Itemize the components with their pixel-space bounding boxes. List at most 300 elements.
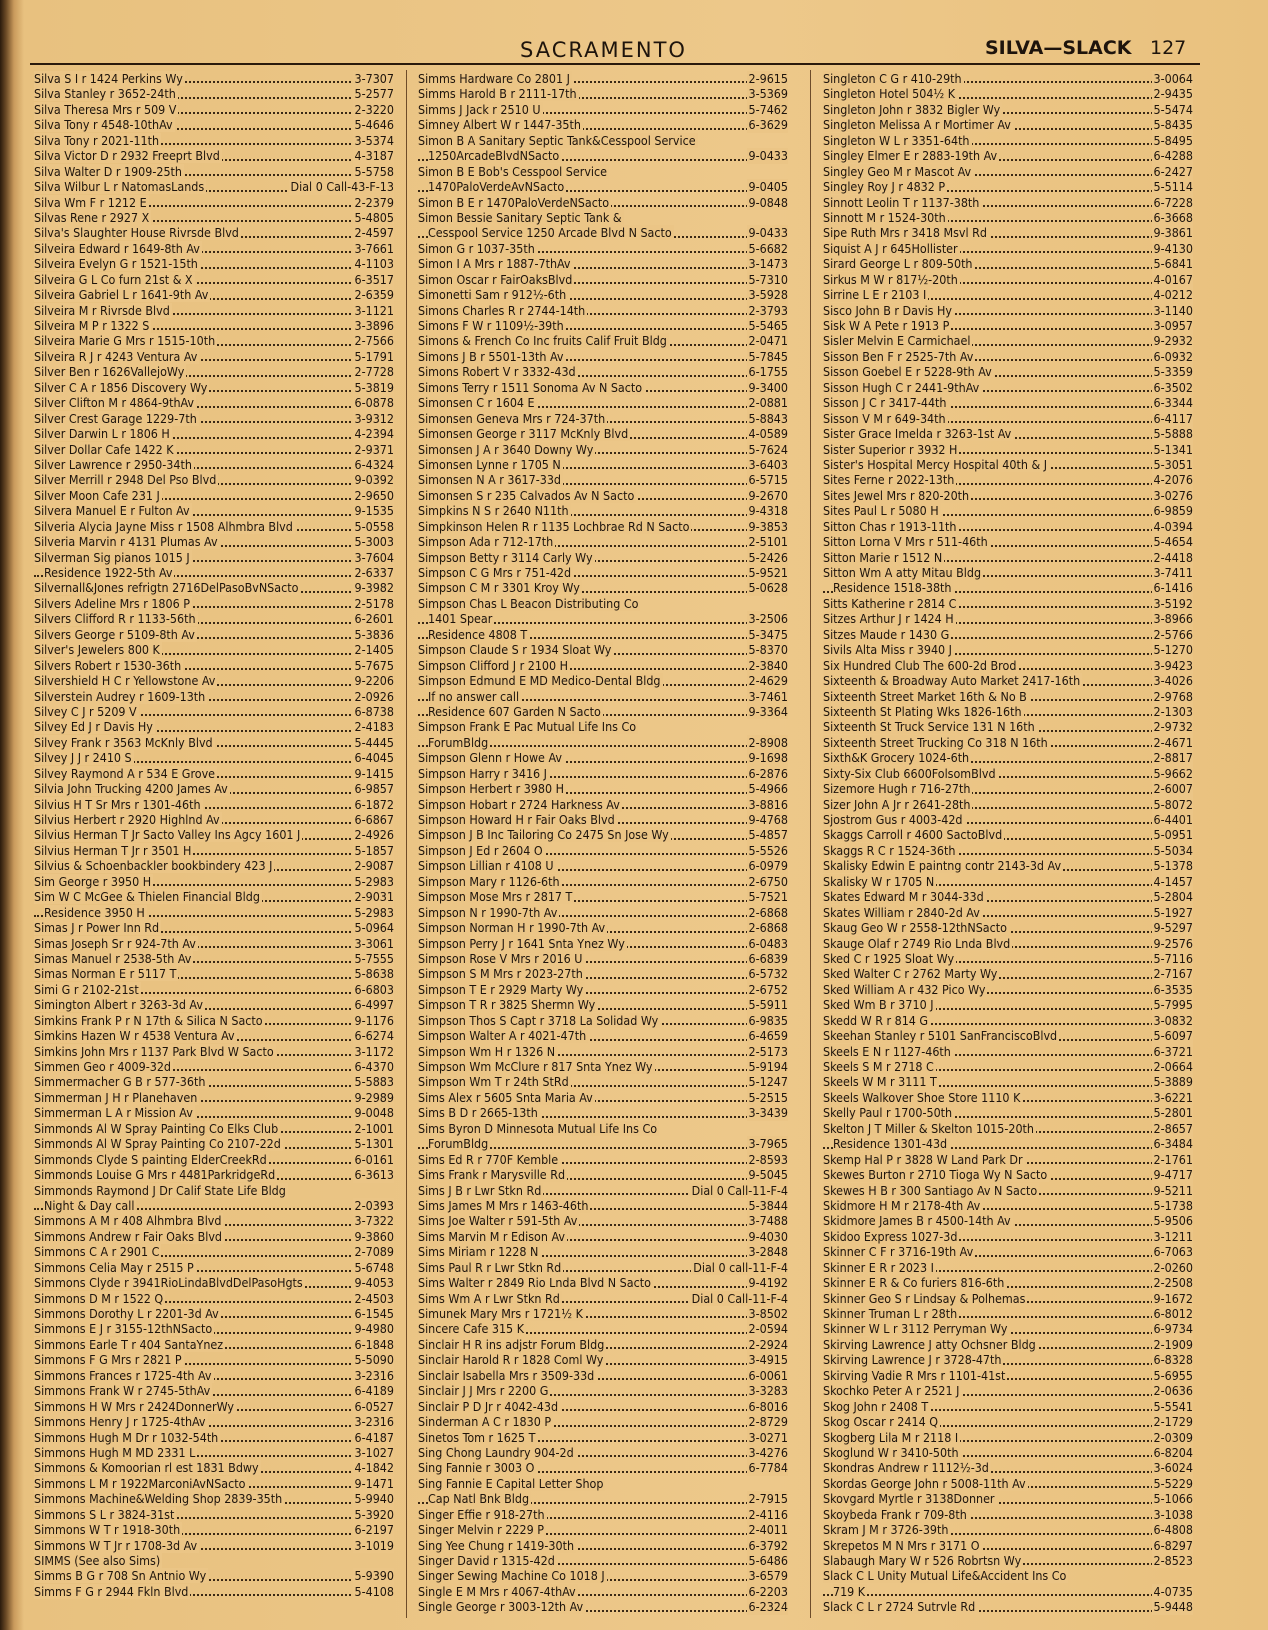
entry-phone: 9-5211 [1153, 1182, 1193, 1198]
entry-name: Simmonds Al W Spray Painting Co Elks Club [34, 1120, 279, 1136]
entry-name: Simon I A Mrs r 1887-7thAv [418, 256, 571, 272]
entry-phone: 2-0471 [748, 333, 788, 349]
directory-entry [34, 1383, 394, 1398]
directory-entry [34, 719, 394, 734]
entry-name: Simpson Glenn r Howe Av [418, 750, 562, 766]
entry-phone: 6-4401 [1153, 812, 1193, 827]
directory-entry [418, 1260, 788, 1275]
entry-name: Simons & French Co Inc fruits Calif Fruit Bldg [418, 333, 667, 349]
entry-phone: 6-8328 [1153, 1352, 1193, 1368]
entry-name: Simmons Henry J r 1725-4thAv [34, 1414, 206, 1430]
entry-phone: 3-4915 [748, 1352, 788, 1368]
entry-phone: 5-9390 [354, 1568, 394, 1584]
entry-name: Skinner W L r 3112 Perryman Wy [823, 1321, 1008, 1337]
entry-phone: Dial 0 Call-11-F-4 [691, 1290, 788, 1306]
entry-phone: 5-6486 [748, 1553, 788, 1568]
entry-name: Silva Victor D r 2932 Freeprt Blvd [34, 148, 220, 164]
entry-phone: 3-4026 [1153, 673, 1193, 689]
entry-name: Simms J Jack r 2510 U [418, 101, 541, 117]
entry-name: Simpson J Ed r 2604 O [418, 842, 543, 858]
directory-entry [418, 1198, 788, 1213]
entry-name: Skemp Hal P r 3828 W Land Park Dr [823, 1151, 1023, 1167]
entry-phone: 9-3853 [748, 518, 788, 534]
entry-phone: 5-3844 [748, 1197, 788, 1213]
entry-name: Silvius Herbert r 2920 Highlnd Av [34, 812, 220, 827]
entry-phone: 6-2876 [748, 765, 788, 781]
entry-phone: 6-4189 [354, 1383, 394, 1399]
entry-name: Skelton J T Miller & Skelton 1015-20th [823, 1120, 1034, 1136]
directory-entry [418, 1152, 788, 1167]
entry-name: Simmons F G Mrs r 2821 P [34, 1352, 182, 1368]
directory-entry [418, 642, 788, 657]
entry-name: Skeels Walkover Shoe Store 1110 K [823, 1089, 1021, 1105]
entry-phone: 2-8729 [748, 1414, 788, 1430]
entry-phone: 5-9448 [1153, 1599, 1193, 1615]
entry-phone: 5-2983 [354, 873, 394, 889]
directory-entry [34, 596, 394, 611]
entry-name: Simmerman J H r Planehaven [34, 1089, 198, 1105]
directory-entry [418, 1028, 788, 1043]
entry-name: Silvey Frank r 3563 McKnly Blvd [34, 734, 213, 750]
entry-name: Sims Paul R r Lwr Stkn Rd [418, 1259, 562, 1275]
directory-entry [34, 318, 394, 333]
entry-name: 719 K [833, 1583, 866, 1599]
entry-phone: 9-4053 [354, 1275, 394, 1291]
directory-entry [418, 766, 788, 781]
entry-name: Singleton Hotel 504½ K [823, 86, 956, 102]
entry-name: Silva's Slaughter House Rivrsde Blvd [34, 225, 239, 241]
entry-phone: 9-2576 [1153, 935, 1193, 951]
entry-phone: 2-0881 [748, 395, 788, 411]
entry-phone: 3-3061 [354, 935, 394, 951]
entry-phone: 2-3840 [748, 657, 788, 673]
directory-entry [418, 86, 788, 101]
entry-phone: 4-3187 [354, 148, 394, 164]
entry-phone: 9-5297 [1153, 920, 1193, 936]
entry-phone: 6-2203 [748, 1583, 788, 1599]
directory-entry [34, 1568, 394, 1583]
entry-name: Simpson S M Mrs r 2023-27th [418, 966, 583, 982]
entry-phone: 2-6337 [354, 565, 394, 580]
directory-entry [418, 1460, 788, 1475]
directory-entry [418, 179, 788, 194]
entry-name: Skirving Vadie R Mrs r 1101-41st [823, 1367, 1006, 1383]
entry-phone: 9-2932 [1153, 333, 1193, 349]
entry-phone: 3-3283 [748, 1383, 788, 1399]
directory-entry [418, 164, 788, 179]
directory-entry [418, 225, 788, 240]
directory-entry [34, 642, 394, 657]
entry-name: Silver Dollar Cafe 1422 K [34, 441, 174, 457]
directory-entry [34, 164, 394, 179]
entry-name: Residence 1518-38th [833, 580, 952, 596]
entry-phone: 6-2427 [1153, 163, 1193, 179]
directory-entry [34, 905, 394, 920]
entry-phone: 6-7228 [1153, 194, 1193, 210]
directory-entry [34, 673, 394, 688]
entry-name: Simkins Frank P r N 17th & Silica N Sacto [34, 1012, 263, 1028]
directory-entry [418, 1105, 788, 1120]
directory-entry [823, 827, 1193, 842]
entry-phone: 5-9194 [748, 1059, 788, 1074]
entry-name: Sitton Chas r 1913-11th [823, 518, 957, 534]
directory-entry [418, 966, 788, 981]
directory-entry [34, 750, 394, 765]
entry-phone: 5-1857 [354, 842, 394, 858]
entry-phone: 2-1001 [354, 1120, 394, 1136]
directory-entry [418, 1368, 788, 1383]
directory-entry [823, 442, 1193, 457]
entry-phone: 3-1027 [354, 1444, 394, 1460]
entry-name: Skeels E N r 1127-46th [823, 1043, 951, 1059]
entry-phone: 6-8738 [354, 703, 394, 719]
entry-phone: 2-4629 [748, 673, 788, 689]
entry-name: Skog John r 2408 T [823, 1398, 929, 1414]
directory-entry [823, 1044, 1193, 1059]
entry-name: Sirkus M W r 817½-20th [823, 271, 958, 287]
directory-entry [418, 1352, 788, 1367]
directory-entry [823, 1352, 1193, 1367]
entry-phone: 2-0926 [354, 688, 394, 704]
directory-entry [34, 1291, 394, 1306]
directory-entry [823, 534, 1193, 549]
entry-phone: 4-0167 [1153, 271, 1193, 287]
entry-phone: 5-5034 [1153, 842, 1193, 858]
entry-phone: 6-1872 [354, 796, 394, 812]
directory-entry [823, 858, 1193, 873]
entry-phone: 6-0161 [354, 1151, 394, 1167]
entry-name: Simpson Herbert r 3980 H [418, 781, 565, 797]
entry-name: ForumBldg [428, 734, 489, 750]
entry-phone: 3-1019 [354, 1537, 394, 1553]
entry-phone: 3-2316 [354, 1414, 394, 1430]
directory-entry [418, 1167, 788, 1182]
header-rule [30, 63, 1200, 65]
entry-phone: 9-3400 [748, 379, 788, 395]
entry-name: ForumBldg [428, 1136, 489, 1152]
entry-phone: 6-4045 [354, 750, 394, 766]
directory-entry [823, 519, 1193, 534]
entry-name: Sim W C McGee & Thielen Financial Bldg [34, 889, 260, 905]
entry-phone: 5-5229 [1153, 1475, 1193, 1491]
directory-entry [34, 689, 394, 704]
directory-entry [418, 364, 788, 379]
entry-phone: 6-5715 [748, 472, 788, 488]
entry-phone: 5-1378 [1153, 858, 1193, 874]
directory-entry [418, 1090, 788, 1105]
directory-entry [418, 503, 788, 518]
entry-phone: 4-0589 [748, 426, 788, 442]
entry-phone: 9-1176 [354, 1012, 394, 1028]
directory-entry [823, 936, 1193, 951]
directory-entry [823, 303, 1193, 318]
directory-entry [418, 735, 788, 750]
directory-entry [418, 858, 788, 873]
directory-entry [418, 781, 788, 796]
directory-entry [34, 287, 394, 302]
directory-entry [823, 1152, 1193, 1167]
entry-phone: 4-0735 [1153, 1583, 1193, 1599]
entry-name: Simpson Clifford J r 2100 H [418, 657, 569, 673]
directory-entry [823, 642, 1193, 657]
entry-name: Simon B A Sanitary Septic Tank&Cesspool Service [418, 132, 696, 148]
entry-phone: 2-8817 [1153, 750, 1193, 766]
directory-entry [418, 827, 788, 842]
entry-name: Simpson Rose V Mrs r 2016 U [418, 950, 583, 966]
entry-name: Skinner Geo S r Lindsay & Polhemas [823, 1290, 1026, 1306]
entry-name: Sing Chong Laundry 904-2d [418, 1444, 574, 1460]
directory-entry [34, 735, 394, 750]
directory-entry [34, 997, 394, 1012]
entry-name: Silva Stanley r 3652-24th [34, 86, 176, 102]
entry-phone: 5-3359 [1153, 364, 1193, 380]
entry-name: Silvers Adeline Mrs r 1806 P [34, 595, 190, 611]
entry-name: Sims Alex r 5605 Snta Maria Av [418, 1089, 593, 1105]
entry-name: Simpson T R r 3825 Shermn Wy [418, 997, 596, 1013]
entry-name: Silva Tony r 2021-11th [34, 132, 160, 148]
directory-entry [34, 858, 394, 873]
entry-name: Simpson Betty r 3114 Carly Wy [418, 549, 593, 565]
entry-phone: 5-3819 [354, 379, 394, 395]
entry-phone: 9-0433 [748, 225, 788, 241]
directory-entry [823, 179, 1193, 194]
directory-entry [34, 874, 394, 889]
entry-name: Skeels S M r 2718 C [823, 1059, 934, 1074]
directory-entry [823, 781, 1193, 796]
entry-phone: 2-5178 [354, 595, 394, 611]
directory-entry [34, 1152, 394, 1167]
entry-name: Sims Wm A r Lwr Stkn Rd [418, 1290, 560, 1306]
directory-entry [34, 519, 394, 534]
entry-name: Skedd W R r 814 G [823, 1012, 929, 1028]
directory-entry [418, 1291, 788, 1306]
entry-name: Cap Natl Bnk Bldg [428, 1491, 530, 1507]
city-header: SACRAMENTO [520, 38, 687, 62]
directory-entry [823, 272, 1193, 287]
entry-name: Sinnott M r 1524-30th [823, 209, 946, 225]
entry-name: Slabaugh Mary W r 526 Robrtsn Wy [823, 1553, 1022, 1568]
entry-name: Simpson Wm McClure r 817 Snta Ynez Wy [418, 1059, 653, 1074]
entry-phone: 3-6024 [1153, 1460, 1193, 1476]
entry-name: Simpson N r 1990-7th Av [418, 904, 558, 920]
entry-name: Slack C L Unity Mutual Life&Accident Ins Co [823, 1568, 1067, 1584]
directory-entry [34, 133, 394, 148]
entry-phone: 6-5732 [748, 966, 788, 982]
directory-entry [34, 920, 394, 935]
entry-name: Night & Day call [44, 1197, 135, 1213]
entry-phone: 6-9734 [1153, 1321, 1193, 1337]
directory-entry [823, 966, 1193, 981]
entry-phone: 6-6867 [354, 812, 394, 827]
entry-phone: 5-2426 [748, 549, 788, 565]
entry-phone: 5-4108 [354, 1583, 394, 1599]
entry-name: Silver Darwin L r 1806 H [34, 426, 170, 442]
directory-entry [418, 1445, 788, 1460]
entry-name: Silvia John Trucking 4200 James Av [34, 781, 228, 797]
directory-entry [823, 380, 1193, 395]
entry-name: 1250ArcadeBlvdNSacto [428, 148, 560, 164]
directory-entry [418, 318, 788, 333]
entry-name: Simmons Andrew r Fair Oaks Blvd [34, 1228, 222, 1244]
entry-name: Simon G r 1037-35th [418, 240, 535, 256]
directory-entry [418, 1013, 788, 1028]
directory-entry [418, 750, 788, 765]
entry-name: Singleton C G r 410-29th [823, 71, 962, 86]
entry-phone: 6-8016 [748, 1398, 788, 1414]
entry-name: Skochko Peter A r 2521 J [823, 1383, 960, 1399]
entry-phone: 5-5888 [1153, 426, 1193, 442]
entry-phone: 6-4288 [1153, 148, 1193, 164]
entry-name: Sisson V M r 649-34th [823, 410, 946, 426]
entry-phone: 9-0405 [748, 179, 788, 195]
entry-name: Silver Crest Garage 1229-7th [34, 410, 197, 426]
directory-entry [418, 905, 788, 920]
entry-phone: 4-0394 [1153, 518, 1193, 534]
entry-phone: 6-0061 [748, 1367, 788, 1383]
entry-phone: 3-8966 [1153, 611, 1193, 627]
directory-entry [823, 1507, 1193, 1522]
directory-entry [34, 580, 394, 595]
directory-entry [34, 426, 394, 441]
directory-entry [418, 303, 788, 318]
entry-name: Silva Wilbur L r NatomasLands [34, 179, 205, 195]
entry-name: Silvey Raymond A r 534 E Grove [34, 765, 216, 781]
entry-name: Simmons Machine&Welding Shop 2839-35th [34, 1491, 283, 1507]
directory-entry [418, 349, 788, 364]
directory-entry [34, 1105, 394, 1120]
entry-name: Singley Geo M r Mascot Av [823, 163, 972, 179]
entry-phone: 5-8495 [1153, 132, 1193, 148]
entry-name: Simmons Frank W r 2745-5thAv [34, 1383, 211, 1399]
entry-phone: 2-1909 [1153, 1336, 1193, 1352]
entry-name: Silvey Ed J r Davis Hy [34, 719, 153, 735]
directory-entry [418, 920, 788, 935]
entry-phone: 5-7845 [748, 348, 788, 364]
entry-phone: 2-4671 [1153, 734, 1193, 750]
entry-name: Skogberg Lila M r 2118 I [823, 1429, 959, 1445]
entry-name: Silva S I r 1424 Perkins Wy [34, 71, 183, 86]
directory-entry [418, 1275, 788, 1290]
entry-name: Silvius Herman T Jr r 3501 H [34, 842, 192, 858]
entry-phone: 3-8502 [748, 1306, 788, 1321]
directory-entry [418, 889, 788, 904]
directory-entry [34, 86, 394, 101]
entry-phone: 5-4857 [748, 827, 788, 843]
directory-entry [823, 1213, 1193, 1228]
directory-entry [34, 1507, 394, 1522]
entry-name: Sinclair Isabella Mrs r 3509-33d [418, 1367, 595, 1383]
directory-entry [34, 812, 394, 827]
entry-phone: 3-5369 [748, 86, 788, 102]
entry-phone: 3-7488 [748, 1213, 788, 1229]
directory-entry [34, 1321, 394, 1336]
directory-entry [823, 195, 1193, 210]
directory-entry [34, 627, 394, 642]
entry-name: Simas Manuel r 2538-5th Av [34, 950, 192, 966]
entry-phone: 2-0260 [1153, 1259, 1193, 1275]
entry-phone: 3-1038 [1153, 1506, 1193, 1522]
entry-phone: 6-3535 [1153, 981, 1193, 997]
entry-name: Silverman Sig pianos 1015 J [34, 549, 190, 565]
entry-phone: 5-7310 [748, 271, 788, 287]
entry-name: Skates William r 2840-2d Av [823, 904, 980, 920]
entry-phone: 9-0048 [354, 1105, 394, 1121]
entry-phone: 5-1927 [1153, 904, 1193, 920]
column-divider [810, 70, 811, 1618]
entry-phone: 2-9087 [354, 858, 394, 874]
directory-entry [823, 889, 1193, 904]
entry-name: Sites Paul L r 5080 H [823, 503, 939, 519]
entry-name: Simons J B r 5501-13th Av [418, 348, 564, 364]
directory-entry [34, 1306, 394, 1321]
entry-name: Simpson Thos S Capt r 3718 La Solidad Wy [418, 1012, 659, 1028]
entry-phone: 5-5758 [354, 163, 394, 179]
entry-name: If no answer call [428, 688, 520, 704]
entry-phone: 2-7167 [1153, 966, 1193, 982]
entry-phone: 5-8843 [748, 410, 788, 426]
entry-name: Skinner Truman L r 28th [823, 1306, 958, 1321]
entry-phone: 5-7521 [748, 889, 788, 905]
directory-entry [418, 1044, 788, 1059]
directory-entry [418, 1383, 788, 1398]
entry-phone: 3-2506 [748, 611, 788, 627]
entry-phone: 9-5045 [748, 1167, 788, 1183]
directory-entry [418, 210, 788, 225]
directory-entry [34, 1476, 394, 1491]
entry-phone: 2-1761 [1153, 1151, 1193, 1167]
entry-phone: 3-2316 [354, 1367, 394, 1383]
entry-phone: 9-3982 [354, 580, 394, 596]
entry-phone: 3-3439 [748, 1105, 788, 1121]
entry-phone: 2-9371 [354, 441, 394, 457]
page-number: 127 [1150, 37, 1187, 59]
entry-name: Skaggs R C r 1524-36th [823, 842, 956, 858]
directory-entry [418, 1399, 788, 1414]
entry-phone: 4-1842 [354, 1460, 394, 1476]
directory-entry [418, 704, 788, 719]
entry-name: Singleton W L r 3351-64th [823, 132, 970, 148]
entry-name: Silver Merrill r 2948 Del Pso Blvd [34, 472, 217, 488]
entry-phone: 3-7307 [354, 71, 394, 86]
entry-name: Skram J M r 3726-39th [823, 1522, 949, 1538]
entry-phone: 6-4324 [354, 456, 394, 472]
entry-phone: 3-9423 [1153, 657, 1193, 673]
directory-entry [34, 210, 394, 225]
entry-phone: 2-0309 [1153, 1429, 1193, 1445]
directory-entry [418, 627, 788, 642]
entry-name: Sims Ed R r 770F Kemble [418, 1151, 559, 1167]
entry-name: Sinclair P D Jr r 4042-43d [418, 1398, 559, 1414]
entry-name: Sitton Wm A atty Mitau Bldg [823, 565, 982, 580]
entry-name: Simkins John Mrs r 1137 Park Blvd W Sacto [34, 1043, 274, 1059]
entry-phone: 4-1457 [1153, 873, 1193, 889]
entry-name: Simmons C A r 2901 C [34, 1244, 160, 1260]
entry-phone: 3-2848 [748, 1244, 788, 1260]
entry-name: Silver's Jewelers 800 K [34, 642, 160, 658]
directory-entry [34, 534, 394, 549]
range-header: SILVA—SLACK [985, 37, 1132, 59]
directory-entry [34, 966, 394, 981]
directory-entry [823, 1059, 1193, 1074]
entry-phone: 6-0483 [748, 935, 788, 951]
entry-name: Skinner E R & Co furiers 816-6th [823, 1275, 1005, 1291]
directory-entry [823, 164, 1193, 179]
entry-phone: 6-3344 [1153, 395, 1193, 411]
directory-entry [418, 71, 788, 86]
directory-entry [34, 1337, 394, 1352]
directory-entry [34, 1044, 394, 1059]
entry-name: Residence 4808 T [428, 626, 528, 642]
